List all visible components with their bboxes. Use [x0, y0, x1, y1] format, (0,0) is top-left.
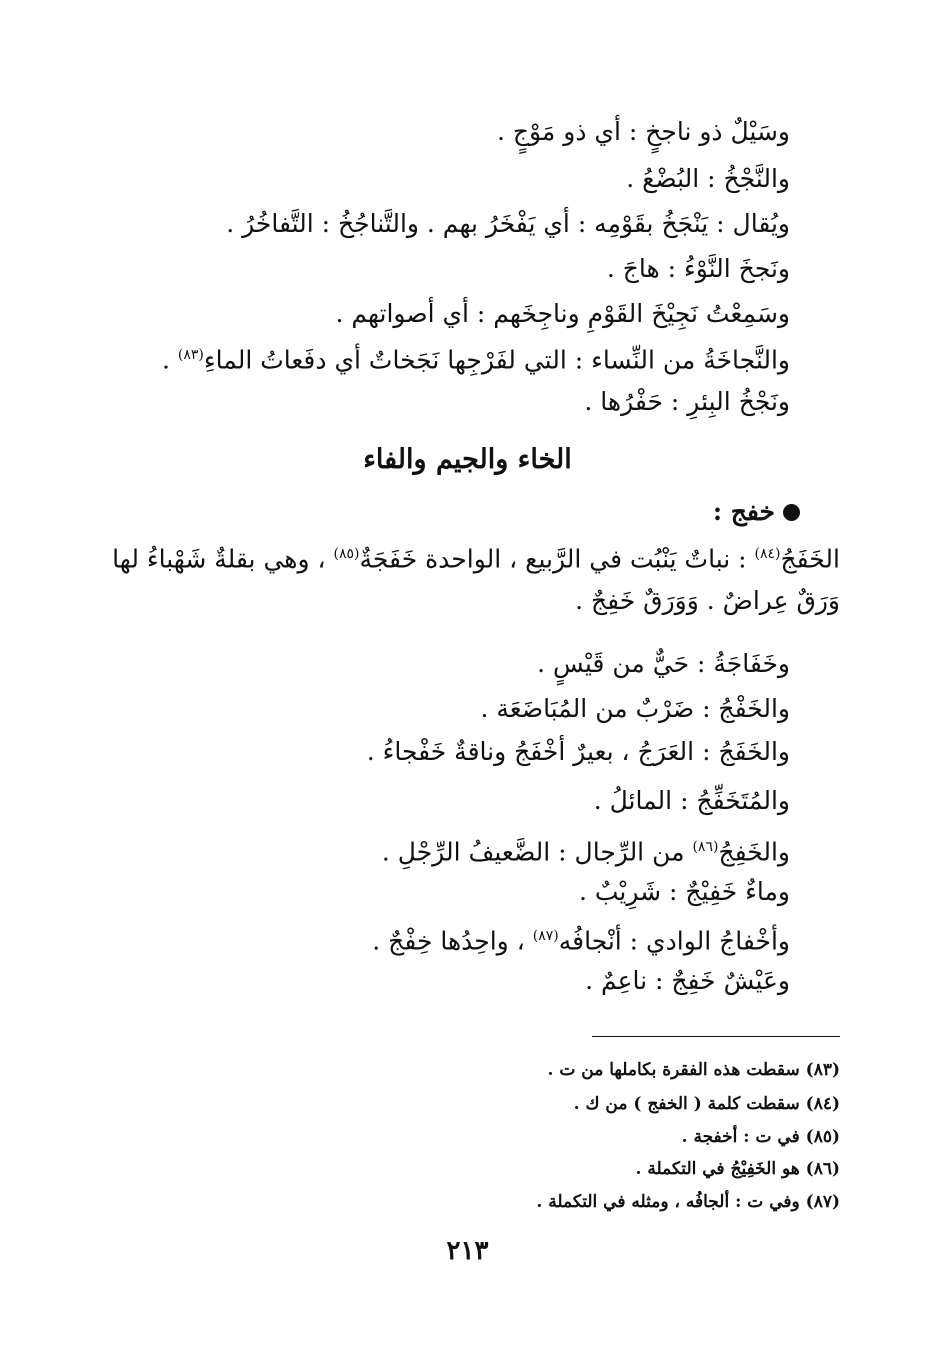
text-line-2: والنَّجْخُ : البُضْعُ . — [626, 164, 790, 193]
text-line-5: وسَمِعْتُ نَجِيْخَ القَوْمِ وناجِخَهم : أي أصواتهم . — [335, 299, 790, 328]
text-line-1: وسَيْلٌ ذو ناجخٍ : أي ذو مَوْجٍ . — [496, 117, 790, 146]
text-line-khafij-head: والخَفِجُ — [718, 837, 790, 867]
paragraph-text-a: : نباتٌ يَنْبُت في الرَّبيع ، الواحدة خَفَجَةٌ — [359, 544, 747, 574]
footnote-86: (٨٦) هو الخَفِيْجُ في التكملة . — [635, 1159, 840, 1179]
footnote-87: (٨٧) وفي ت : ألجافُه ، ومثله في التكملة . — [536, 1192, 840, 1212]
text-line-khafj: والخَفْجُ : ضَرْبٌ من المُبَاضَعَة . — [480, 694, 790, 723]
paragraph-khafaj-line-2: وَرَقٌ عِراضٌ . وَوَرَقٌ خَفِجٌ . — [575, 586, 840, 615]
footnote-85: (٨٥) في ت : أخفجة . — [681, 1127, 840, 1147]
text-line-khafij — [382, 828, 790, 871]
paragraph-text-b: ، وهي بقلةٌ شَهْباءُ لها — [112, 544, 326, 574]
footnote-83: (٨٣) سقطت هذه الفقرة بكاملها من ت . — [547, 1060, 840, 1080]
text-line-life: وعَيْشٌ خَفِجٌ : ناعِمٌ . — [585, 966, 790, 995]
text-line-akhfaj-body: ، واحِدُها خِفْجٌ . — [372, 926, 525, 956]
text-line-araj: والخَفَجُ : العَرَجُ ، بعيرٌ أخْفَجُ وناقةٌ خَفْجاءُ . — [366, 737, 790, 766]
footnote-ref-84: (٨٤) — [754, 546, 781, 562]
footnote-ref-87: (٨٧) — [532, 928, 559, 944]
text-line-akhfaj-head: وأخْفاجُ الوادي : أنْجافُه — [558, 926, 790, 956]
text-line-khafaja: وخَفَاجَةُ : حَيٌّ من قَيْسٍ . — [537, 649, 790, 678]
footnote-ref-83: (٨٣) — [177, 347, 204, 363]
section-heading: الخاء والجيم والفاء — [363, 444, 572, 475]
text-line-3: ويُقال : يَنْجَخُ بقَوْمِه : أي يَفْخَرُ بهم . والتَّناجُخُ : التَّفاخُرُ . — [226, 209, 790, 238]
text-line-water: وماءٌ خَفِيْجٌ : شَرِيْبٌ . — [578, 877, 790, 906]
text-line-akhfaj — [372, 917, 790, 960]
footnote-ref-86: (٨٦) — [692, 839, 719, 855]
text-line-6: والنَّجاخَةُ من النِّساء : التي لفَرْجِها نَجَخاتٌ أي دفَعاتُ الماءِ$^{(٨٣)}$ . — [161, 345, 790, 375]
text-line-4: ونَجخَ النَّوْءُ : هاجَ . — [606, 254, 790, 283]
text-line-7: ونَجْخُ البِئرِ : حَفْرُها . — [584, 387, 790, 416]
entry-heading — [713, 493, 800, 531]
entry-heading-label: خفج : — [712, 497, 775, 526]
text-line-khafij-body: من الرِّجال : الضَّعيفُ الرِّجْلِ . — [381, 837, 685, 867]
page-number: ٢١٣ — [446, 1236, 489, 1266]
text-line-mutakhaffij: والمُتَخَفِّجُ : المائلُ . — [593, 786, 790, 815]
footnote-ref-85: (٨٥) — [333, 546, 360, 562]
headword-khafaj: الخَفَجُ — [780, 544, 840, 574]
footnote-divider — [592, 1036, 840, 1037]
bullet-icon — [783, 504, 800, 521]
text-line-6-body: والنَّجاخَةُ من النِّساء : التي لفَرْجِها نَجَخاتٌ أي دفَعاتُ الماءِ — [203, 345, 790, 375]
paragraph-khafaj-line-1 — [112, 535, 840, 578]
footnote-84: (٨٤) سقطت كلمة ( الخفج ) من ك . — [573, 1094, 840, 1114]
